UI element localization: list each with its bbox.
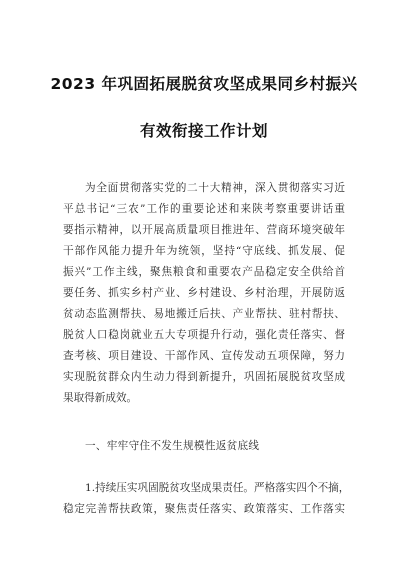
intro-line-1: 为全面贯彻落实党的二十大精神，深入贯彻落实习近 <box>85 182 345 194</box>
intro-line-9: 查考核、项目建设、干部作风、宣传发动五项保障，努力 <box>63 350 345 362</box>
intro-line-4: 干部作风能力提升年为统领，坚持“守底线、抓发展、促 <box>63 245 345 257</box>
document-title-line-1: 2023 年巩固拓展脱贫攻坚成果同乡村振兴 <box>50 75 358 93</box>
intro-line-7: 贫动态监测帮扶、易地搬迁后扶、产业帮扶、驻村帮扶、 <box>63 308 345 320</box>
intro-line-6: 要任务、抓实乡村产业、乡村建设、乡村治理，开展防返 <box>63 287 345 299</box>
intro-line-2: 平总书记“三农”工作的重要论述和来陕考察重要讲话重 <box>63 203 345 215</box>
intro-line-3: 要指示精神，以开展高质量项目推进年、营商环境突破年 <box>63 224 345 236</box>
section-1-heading: 一、牢牢守住不发生规模性返贫底线 <box>85 440 260 452</box>
intro-line-8: 脱贫人口稳岗就业五大专项提升行动，强化责任落实、督 <box>63 329 345 341</box>
item-1-line-2: 稳定完善帮扶政策，聚焦责任落实、政策落实、工作落实 <box>63 503 345 515</box>
document-title-line-2: 有效衔接工作计划 <box>139 122 268 140</box>
intro-line-10: 实现脱贫群众内生动力得到新提升，巩固拓展脱贫攻坚成 <box>63 371 345 383</box>
item-1-line-1: 1.持续压实巩固脱贫攻坚成果责任。严格落实四个不摘， <box>85 482 350 494</box>
intro-line-5: 振兴”工作主线，聚焦粮食和重要农产品稳定安全供给首 <box>63 266 345 278</box>
intro-line-11: 果取得新成效。 <box>63 392 138 404</box>
